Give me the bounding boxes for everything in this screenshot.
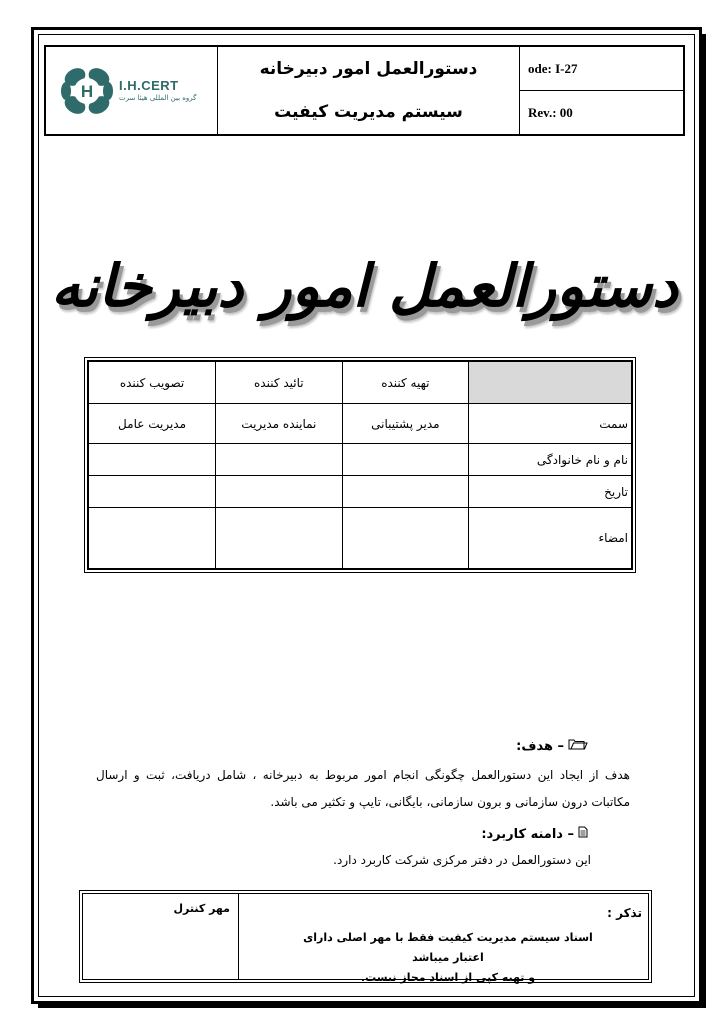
goal-text: هدف از ایجاد این دستورالعمل چگونگی انجام امور مربوط به دبیرخانه ، شامل دریافت، ثبت و ارسال مکاتبات درون سازمانی و برون سازمانی، بایگانی، تایپ و تکثیر می باشد. [96, 768, 630, 809]
row-label-signature: امضاء [469, 508, 632, 569]
logo-subtitle: گروه بین المللی هیئا سرت [119, 94, 197, 102]
note-line-2: و تهیه کپی از اسناد مجاز نیست. [360, 971, 536, 984]
approval-row-signature [89, 508, 632, 569]
approval-header-preparer: تهیه کننده [342, 362, 469, 404]
position-verifier: نماینده مدیریت [216, 404, 343, 444]
approval-header-row [89, 362, 632, 404]
logo-title: I.H.CERT [119, 78, 179, 93]
row-label-position: سمت [469, 404, 632, 444]
scope-text: این دستورالعمل در دفتر مرکزی شرکت کاربرد دارد. [333, 853, 591, 867]
title-cell [218, 47, 520, 134]
approval-header-approver: تصویب کننده [89, 362, 216, 404]
name-verifier[interactable] [216, 444, 343, 476]
row-label-date: تاریخ [469, 476, 632, 508]
row-label-name: نام و نام خانوادگی [469, 444, 632, 476]
goal-heading [516, 738, 588, 754]
date-approver[interactable] [89, 476, 216, 508]
signature-approver[interactable] [89, 508, 216, 569]
page-border-shadow-right [702, 34, 706, 1008]
logo-letter: H [80, 81, 94, 101]
approval-row-date [89, 476, 632, 508]
page-border-shadow-bottom [38, 1004, 706, 1008]
document-icon [578, 826, 588, 842]
note-line-1: اسناد سیستم مدیریت کیفیت فقط با مهر اصلی دارای اعتبار میباشد [303, 931, 593, 964]
name-approver[interactable] [89, 444, 216, 476]
note-box [79, 890, 652, 983]
approval-row-name [89, 444, 632, 476]
document-header [44, 45, 685, 136]
control-seal-label: مهر کنترل [173, 902, 230, 915]
logo-text [119, 79, 197, 102]
signature-preparer[interactable] [342, 508, 469, 569]
note-text [298, 928, 598, 988]
document-title: دستورالعمل امور دبیرخانه [259, 58, 478, 79]
scope-heading [481, 826, 588, 842]
revision-number: Rev.: 00 [520, 90, 683, 134]
date-verifier[interactable] [216, 476, 343, 508]
document-code: ode: I-27 [528, 60, 578, 76]
note-label: تذکر : [607, 906, 642, 920]
logo-cell [46, 47, 218, 134]
cover-title: دستورالعمل امور دبیرخانه [51, 252, 678, 320]
system-title: سیستم مدیریت کیفیت [274, 102, 463, 123]
approval-row-position [89, 404, 632, 444]
position-preparer: مدیر پشتیبانی [342, 404, 469, 444]
approval-header-blank [469, 362, 632, 404]
scope-heading-text: – دامنه کاربرد: [481, 826, 574, 842]
signature-verifier[interactable] [216, 508, 343, 569]
name-preparer[interactable] [342, 444, 469, 476]
company-logo-icon [60, 65, 114, 117]
control-seal-cell [83, 894, 238, 979]
date-preparer[interactable] [342, 476, 469, 508]
goal-heading-text: – هدف: [516, 738, 564, 754]
code-cell [520, 47, 683, 134]
approval-table [84, 357, 636, 573]
folder-icon [568, 738, 588, 754]
note-cell [238, 894, 648, 984]
approval-header-verifier: تائید کننده [216, 362, 343, 404]
position-approver: مدیریت عامل [89, 404, 216, 444]
